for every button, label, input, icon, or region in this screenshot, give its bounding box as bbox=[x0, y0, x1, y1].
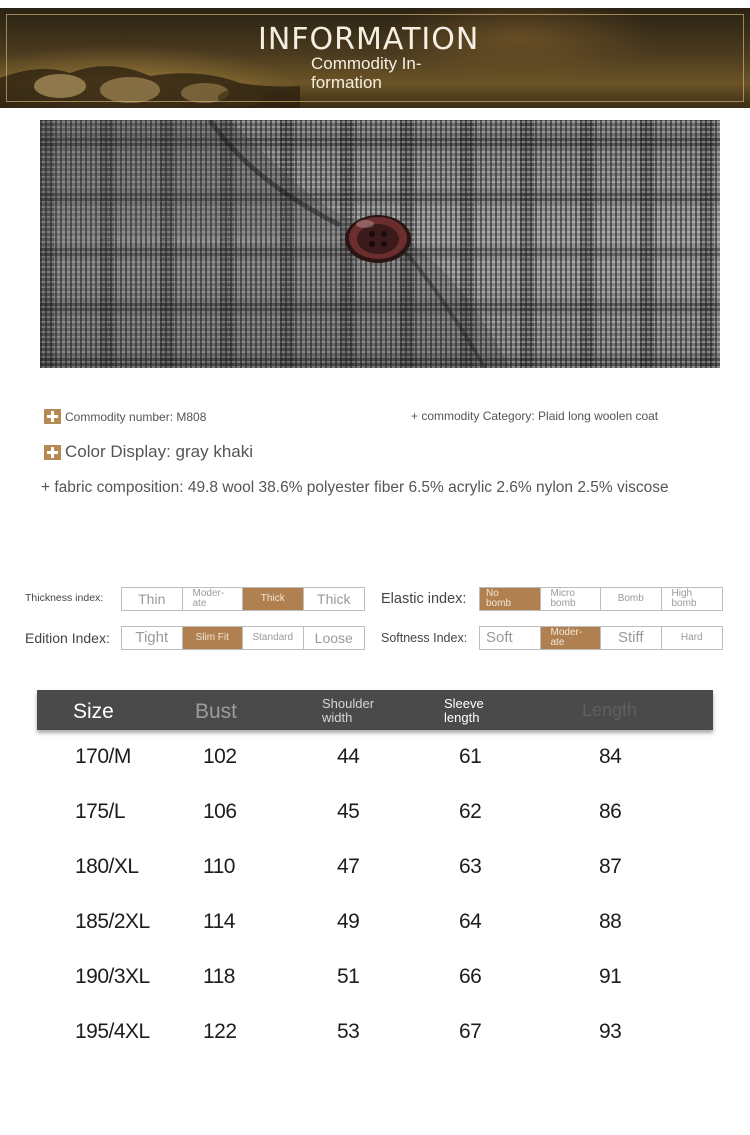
cell-size: 170/M bbox=[75, 745, 131, 768]
cell-bust: 122 bbox=[203, 1020, 237, 1043]
cell-shoulder-width: 49 bbox=[337, 910, 360, 933]
cell-shoulder-width: 47 bbox=[337, 855, 360, 878]
commodity-number-row bbox=[44, 409, 206, 424]
edition-index-scale bbox=[121, 626, 365, 650]
commodity-category: + commodity Category: Plaid long woolen coat bbox=[411, 409, 659, 423]
softness-option-selected: Moder- ate bbox=[541, 627, 602, 649]
cell-size: 175/L bbox=[75, 800, 126, 823]
plus-icon bbox=[44, 445, 61, 460]
thickness-index-scale bbox=[121, 587, 365, 611]
softness-option: Hard bbox=[680, 632, 703, 643]
fabric-composition: + fabric composition: 49.8 wool 38.6% polyester fiber 6.5% acrylic 2.6% nylon 2.5% viscose bbox=[41, 479, 669, 496]
cell-bust: 102 bbox=[203, 745, 237, 768]
information-banner bbox=[0, 8, 750, 108]
edition-option: Loose bbox=[314, 630, 353, 646]
table-row bbox=[37, 1020, 713, 1050]
elastic-option: Bomb bbox=[601, 588, 662, 610]
header-bust: Bust bbox=[195, 700, 238, 723]
thickness-option: Thin bbox=[122, 588, 183, 610]
cell-size: 190/3XL bbox=[75, 965, 150, 988]
commodity-category-row bbox=[411, 409, 658, 423]
cell-sleeve-length: 64 bbox=[459, 910, 482, 933]
cell-bust: 110 bbox=[203, 855, 235, 878]
cell-bust: 106 bbox=[203, 800, 237, 823]
thickness-option-selected: Thick bbox=[243, 588, 304, 610]
cell-size: 195/4XL bbox=[75, 1020, 150, 1043]
elastic-option-selected: No bomb bbox=[480, 588, 541, 610]
elastic-option: Micro bomb bbox=[541, 588, 602, 610]
cell-size: 185/2XL bbox=[75, 910, 150, 933]
banner-subtitle: Commodity In- formation bbox=[311, 54, 422, 92]
softness-option: Soft bbox=[480, 627, 541, 649]
fabric-composition-row bbox=[41, 479, 669, 497]
header-length: Length bbox=[582, 700, 638, 720]
table-row bbox=[37, 800, 713, 830]
cell-shoulder-width: 44 bbox=[337, 745, 360, 768]
header-sleeve-length: Sleeve length bbox=[444, 696, 484, 725]
banner-title: INFORMATION bbox=[258, 22, 480, 57]
softness-index-scale bbox=[479, 626, 723, 650]
cell-sleeve-length: 67 bbox=[459, 1020, 482, 1043]
thickness-option: Thick bbox=[317, 591, 351, 607]
cell-sleeve-length: 62 bbox=[459, 800, 482, 823]
edition-option: Standard bbox=[243, 627, 304, 649]
table-row bbox=[37, 965, 713, 995]
cell-length: 86 bbox=[599, 800, 622, 823]
cell-length: 87 bbox=[599, 855, 622, 878]
color-display: Color Display: gray khaki bbox=[65, 442, 254, 461]
cell-length: 84 bbox=[599, 745, 622, 768]
cell-shoulder-width: 53 bbox=[337, 1020, 360, 1043]
plus-icon bbox=[44, 409, 61, 424]
header-size: Size bbox=[73, 700, 114, 723]
coat-button-icon bbox=[343, 212, 413, 264]
cell-length: 91 bbox=[599, 965, 622, 988]
commodity-number: Commodity number: M808 bbox=[65, 409, 207, 424]
color-display-row bbox=[44, 442, 253, 462]
cell-shoulder-width: 45 bbox=[337, 800, 360, 823]
cell-sleeve-length: 61 bbox=[459, 745, 482, 768]
cell-bust: 114 bbox=[203, 910, 235, 933]
cell-size: 180/XL bbox=[75, 855, 139, 878]
elastic-index-scale bbox=[479, 587, 723, 611]
cell-bust: 118 bbox=[203, 965, 235, 988]
table-row bbox=[37, 855, 713, 885]
size-table-header bbox=[37, 690, 713, 730]
table-row bbox=[37, 910, 713, 940]
cell-shoulder-width: 51 bbox=[337, 965, 360, 988]
elastic-option: High bomb bbox=[671, 588, 697, 609]
table-row bbox=[37, 745, 713, 775]
thickness-index-label: Thickness index: bbox=[25, 592, 104, 604]
header-shoulder-width: Shoulder width bbox=[322, 696, 375, 725]
edition-option-selected: Slim Fit bbox=[183, 627, 244, 649]
fabric-closeup-image bbox=[40, 120, 720, 368]
cell-length: 88 bbox=[599, 910, 622, 933]
thickness-option: Moder- ate bbox=[183, 588, 244, 610]
cell-length: 93 bbox=[599, 1020, 622, 1043]
cell-sleeve-length: 66 bbox=[459, 965, 482, 988]
softness-option: Stiff bbox=[601, 627, 662, 649]
edition-index-label: Edition Index: bbox=[25, 630, 110, 646]
elastic-index-label: Elastic index: bbox=[381, 591, 467, 607]
edition-option: Tight bbox=[122, 627, 183, 649]
cell-sleeve-length: 63 bbox=[459, 855, 482, 878]
softness-index-label: Softness Index: bbox=[381, 631, 468, 645]
